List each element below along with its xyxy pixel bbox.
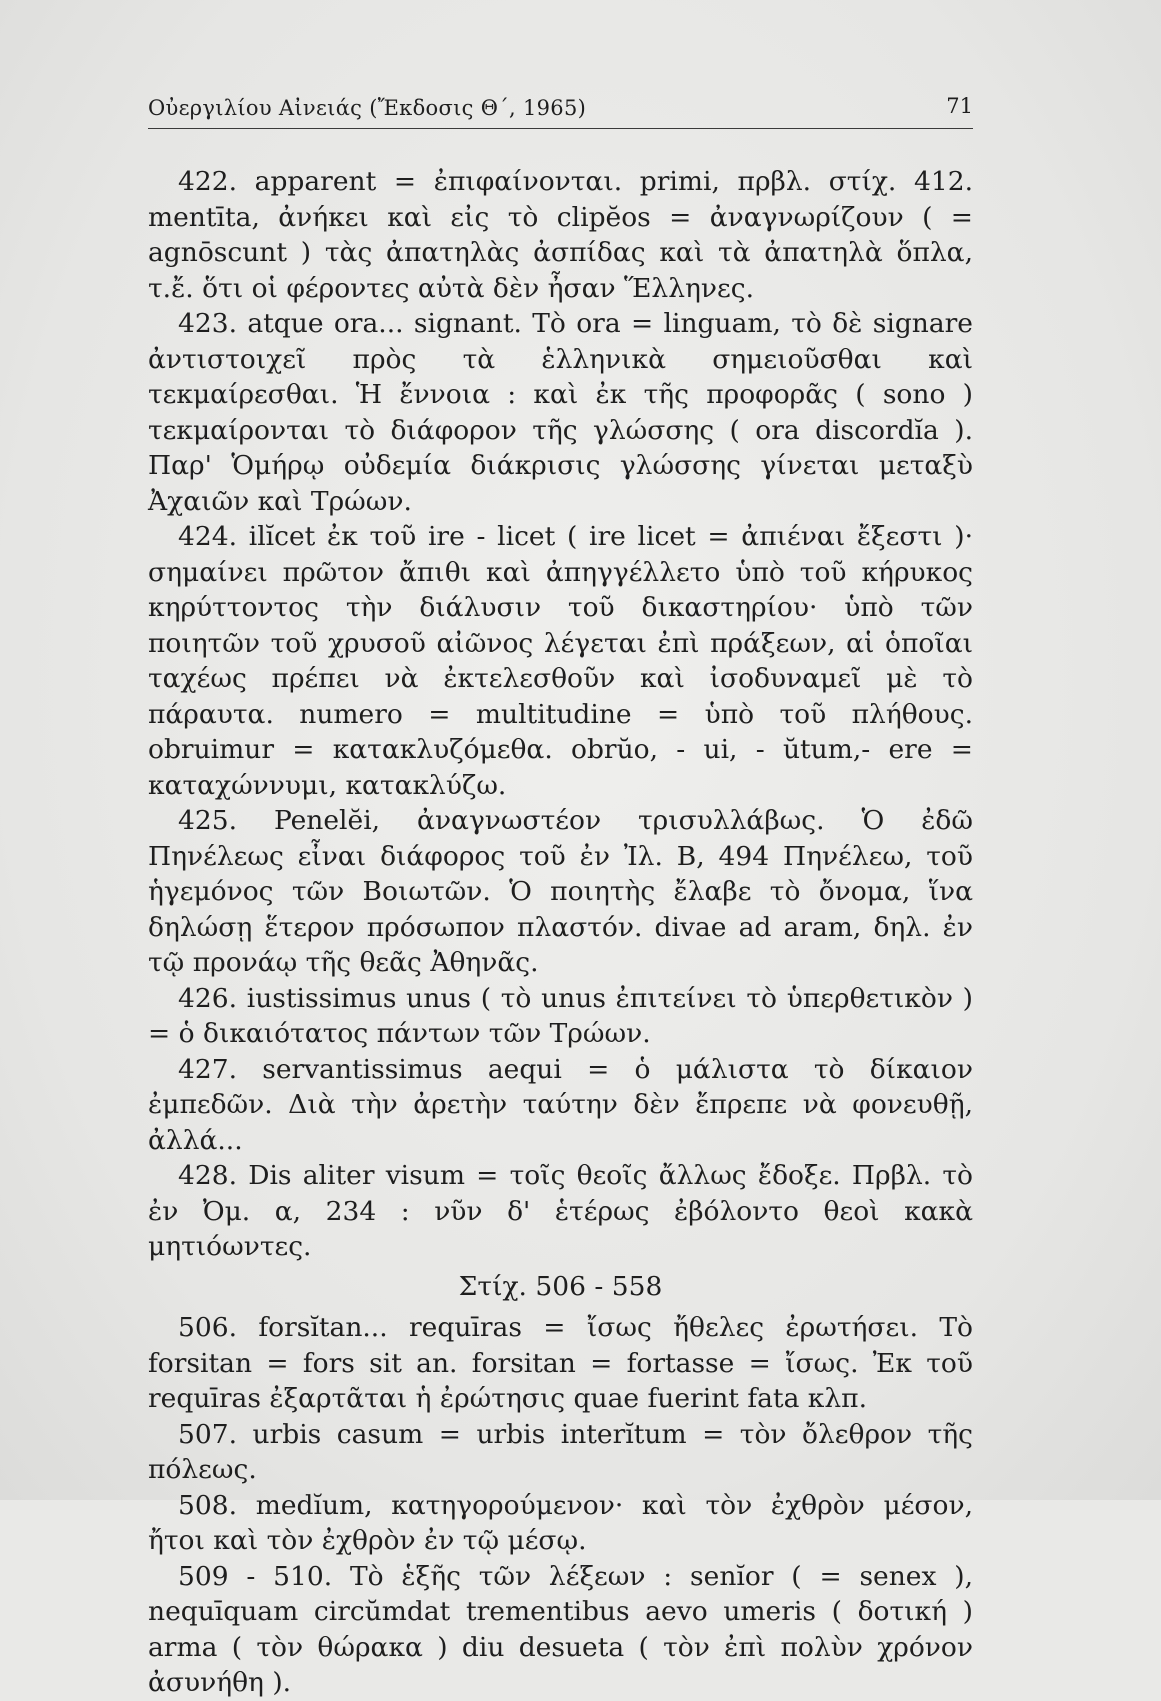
note-506: 506. forsĭtan... requīras = ἴσως ἤθελες ἐρωτήσει. Τὸ forsitan = fors sit an. forsitan = fortasse = ἴσως. Ἐκ τοῦ requīras ἐξαρτᾶται ἡ ἐρώτησις quae fuerint fata κλπ. (148, 1312, 973, 1414)
note-507: 507. urbis casum = urbis interĭtum = τὸν ὄλεθρον τῆς πόλεως. (148, 1418, 973, 1485)
note-424: 424. ilĭcet ἐκ τοῦ ire - licet ( ire licet = ἀπιέναι ἔξεστι )· σημαίνει πρῶτον ἄπιθι καὶ ἀπηγγέλλετο ὑπὸ τοῦ κήρυκος κηρύττοντος τὴν διάλυσιν τοῦ δικαστηρίου· ὑπὸ τῶν ποιητῶν τοῦ χρυσοῦ αἰῶνος λέγεται ἐπὶ πράξεων, αἱ ὁποῖαι ταχέως πρέπει νὰ ἐκτελεσθοῦν καὶ ἰσοδυναμεῖ μὲ τὸ πάραυτα. numero = multitudine = ὑπὸ τοῦ πλήθους. obruimur = κατακλυζόμεθα. obrŭo, - ui, - ŭtum,- ere = καταχώννυμι, κατακλύζω. (148, 521, 973, 801)
note-509-510: 509 - 510. Τὸ ἑξῆς τῶν λέξεων : senĭor ( = senex ), nequīquam circŭmdat trementibus aevo umeris ( δοτική ) arma ( τὸν θώρακα ) diu desueta ( τὸν ἐπὶ πολὺν χρόνον ἀσυνήθη ). (148, 1560, 973, 1698)
note-428: 428. Dis aliter visum = τοῖς θεοῖς ἄλλως ἔδοξε. Πρβλ. τὸ ἐν Ὀμ. α, 234 : νῦν δ' ἑτέρως ἐβόλοντο θεοὶ κακὰ μητιόωντες. (148, 1160, 973, 1262)
section-heading: Στίχ. 506 - 558 (458, 1270, 663, 1302)
running-header (148, 92, 973, 129)
note-508: 508. medĭum, κατηγορούμενον· καὶ τὸν ἐχθρὸν μέσον, ἤτοι καὶ τὸν ἐχθρὸν ἐν τῷ μέσῳ. (148, 1489, 973, 1556)
page-number: 71 (946, 94, 973, 118)
note-425: 425. Penelĕi, ἀναγνωστέον τρισυλλάβως. Ὁ ἐδῶ Πηνέλεως εἶναι διάφορος τοῦ ἐν Ἰλ. Β, 494 Πηνέλεω, τοῦ ἡγεμόνος τῶν Βοιωτῶν. Ὁ ποιητὴς ἔλαβε τὸ ὄνομα, ἵνα δηλώσῃ ἕτερον πρόσωπον πλαστόν. divae ad aram, δηλ. ἐν τῷ προνάῳ τῆς θεᾶς Ἀθηνᾶς. (148, 805, 973, 978)
note-426: 426. iustissimus unus ( τὸ unus ἐπιτείνει τὸ ὑπερθετικὸν ) = ὁ δικαιότατος πάντων τῶν Τρώων. (148, 982, 973, 1049)
commentary-body (148, 164, 973, 1701)
note-427: 427. servantissimus aequi = ὁ μάλιστα τὸ δίκαιον ἐμπεδῶν. Διὰ τὴν ἀρετὴν ταύτην δὲν ἔπρεπε νὰ φονευθῇ, ἀλλά... (148, 1053, 973, 1156)
note-423: 423. atque ora... signant. Τὸ ora = linguam, τὸ δὲ signare ἀντιστοιχεῖ πρὸς τὰ ἑλληνικὰ σημειοῦσθαι καὶ τεκμαίρεσθαι. Ἡ ἔννοια : καὶ ἐκ τῆς προφορᾶς ( sono ) τεκμαίρονται τὸ διάφορον τῆς γλώσσης ( ora discordĭa ). Παρ' Ὁμήρῳ οὐδεμία διάκρισις γλώσσης γίνεται μεταξὺ Ἀχαιῶν καὶ Τρώων. (148, 308, 973, 517)
running-title: Οὐεργιλίου Αἰνειάς (Ἔκδοσις Θ΄, 1965) (148, 96, 587, 120)
note-422: 422. apparent = ἐπιφαίνονται. primi, πρβλ. στίχ. 412. mentīta, ἀνήκει καὶ εἰς τὸ clipĕos = ἀναγνωρίζουν ( = agnōscunt ) τὰς ἀπατηλὰς ἀσπίδας καὶ τὰ ἀπατηλὰ ὅπλα, τ.ἔ. ὅτι οἱ φέροντες αὐτὰ δὲν ἦσαν Ἕλληνες. (148, 166, 973, 304)
